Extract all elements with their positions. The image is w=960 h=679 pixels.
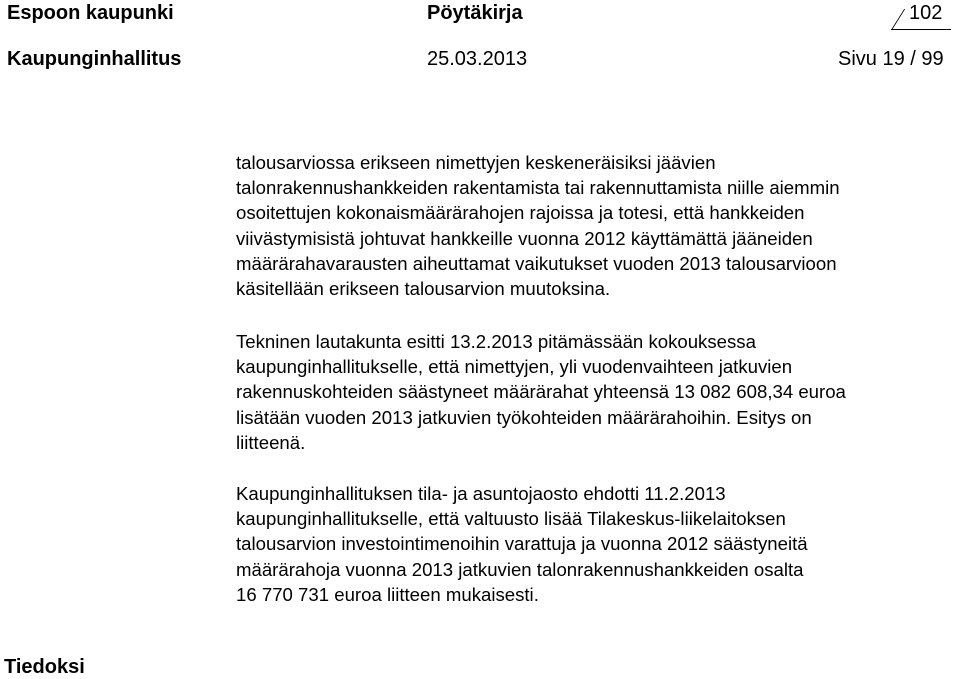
paragraph-line: rakennuskohteiden säästyneet määrärahat yhteensä 13 082 608,34 euroa bbox=[236, 381, 846, 403]
document-type: Pöytäkirja bbox=[427, 2, 523, 24]
paragraph-line: 16 770 731 euroa liitteen mukaisesti. bbox=[236, 583, 539, 605]
paragraph-line: Tekninen lautakunta esitti 13.2.2013 pitämässään kokouksessa bbox=[236, 331, 756, 352]
paragraph-line: liitteenä. bbox=[236, 431, 306, 453]
paragraph-line: lisätään vuoden 2013 jatkuvien työkohteiden määrärahoihin. Esitys on bbox=[236, 406, 812, 428]
meeting-date: 25.03.2013 bbox=[427, 48, 528, 70]
paragraph-line: kaupunginhallitukselle, että nimettyjen, yli vuodenvaihteen jatkuvien bbox=[236, 356, 793, 378]
section-heading: Tiedoksi bbox=[4, 656, 85, 678]
paragraph-line: kaupunginhallitukselle, että valtuusto lisää Tilakeskus-liikelaitoksen bbox=[236, 508, 786, 530]
document-number-block bbox=[893, 1, 943, 25]
paragraph-line: talousarvion investointimenoihin varattuja ja vuonna 2012 säästyneitä bbox=[236, 533, 808, 555]
paragraph-technical-board bbox=[236, 329, 956, 455]
paragraph-line: talousarviossa erikseen nimettyjen keskeneräisiksi jäävien bbox=[236, 152, 716, 173]
board-name: Kaupunginhallitus bbox=[7, 48, 182, 70]
organization-name: Espoon kaupunki bbox=[7, 2, 174, 24]
section-mark-underline bbox=[891, 29, 951, 30]
paragraph-line: Kaupunginhallituksen tila- ja asuntojaosto ehdotti 11.2.2013 bbox=[236, 483, 726, 504]
paragraph-line: käsitellään erikseen talousarvion muutoksina. bbox=[236, 278, 611, 300]
document-number: 102 bbox=[909, 2, 943, 24]
paragraph-line: viivästymisistä johtuvat hankkeille vuonna 2012 käyttämättä jääneiden bbox=[236, 227, 813, 249]
page-number: Sivu 19 / 99 bbox=[838, 48, 944, 70]
paragraph-line: määrärahoja vuonna 2013 jatkuvien talonrakennushankkeiden osalta bbox=[236, 558, 804, 580]
paragraph-line: määrärahavarausten aiheuttamat vaikutukset vuoden 2013 talousarvioon bbox=[236, 252, 837, 274]
paragraph-budget-note bbox=[236, 150, 956, 301]
paragraph-line: talonrakennushankkeiden rakentamista tai rakennuttamista niille aiemmin bbox=[236, 177, 840, 199]
paragraph-line: osoitettujen kokonaismäärärahojen rajoissa ja totesi, että hankkeiden bbox=[236, 202, 805, 224]
paragraph-housing-division bbox=[236, 481, 956, 607]
